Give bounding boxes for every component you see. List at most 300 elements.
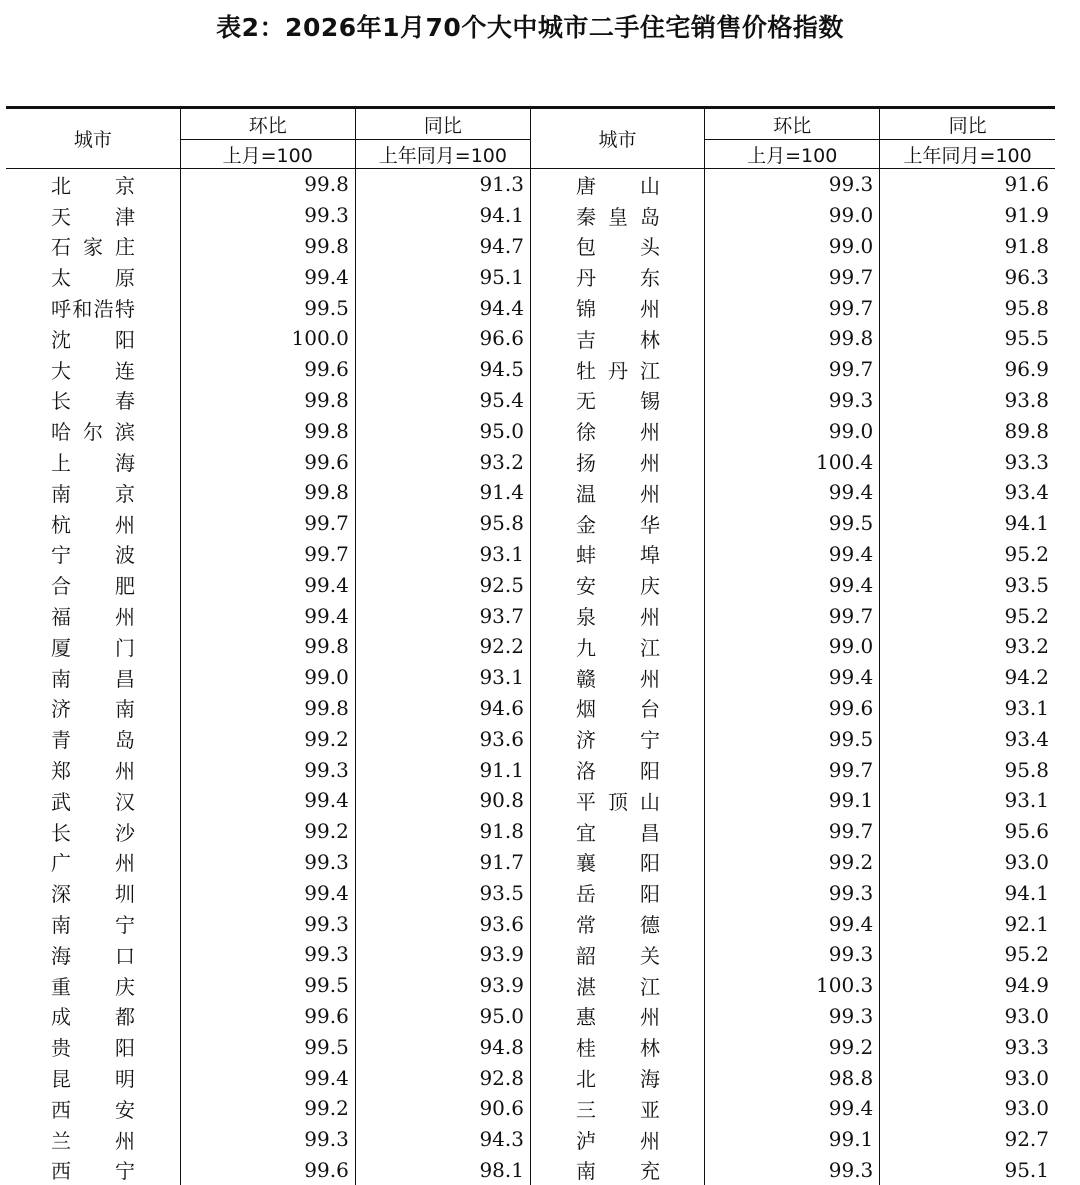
mom-index-cell: 99.3 — [180, 939, 355, 970]
city-name: 宁波 — [51, 539, 135, 568]
mom-index-cell: 99.3 — [180, 908, 355, 939]
yoy-index-cell: 93.5 — [880, 569, 1055, 600]
yoy-index-cell: 93.1 — [355, 662, 530, 693]
city-name: 宜昌 — [576, 817, 660, 846]
city-name-cell — [530, 600, 704, 631]
table-row — [6, 877, 1055, 908]
city-name-cell — [6, 569, 180, 600]
mom-index-cell: 99.8 — [180, 231, 355, 262]
city-name: 岳阳 — [576, 878, 660, 907]
city-name: 海口 — [51, 940, 135, 969]
city-name: 福州 — [51, 601, 135, 630]
yoy-index-cell: 93.9 — [355, 939, 530, 970]
yoy-index-cell: 94.6 — [355, 693, 530, 724]
table-row — [6, 754, 1055, 785]
yoy-index-cell: 95.6 — [880, 816, 1055, 847]
yoy-index-cell: 93.0 — [880, 1062, 1055, 1093]
mom-index-cell: 99.6 — [180, 1155, 355, 1185]
yoy-index-cell: 92.7 — [880, 1124, 1055, 1155]
mom-index-cell: 99.7 — [180, 508, 355, 539]
city-name: 长春 — [51, 385, 135, 414]
city-name-cell — [530, 508, 704, 539]
city-name: 锦州 — [576, 293, 660, 322]
mom-index-cell: 99.7 — [705, 600, 880, 631]
table-row — [6, 200, 1055, 231]
city-name-cell — [530, 169, 704, 200]
mom-index-cell: 99.0 — [705, 415, 880, 446]
yoy-index-cell: 90.8 — [355, 785, 530, 816]
mom-index-cell: 99.7 — [705, 354, 880, 385]
mom-index-cell: 99.0 — [705, 631, 880, 662]
city-name-cell — [530, 569, 704, 600]
city-name: 泸州 — [576, 1125, 660, 1154]
yoy-index-cell: 93.6 — [355, 908, 530, 939]
mom-index-cell: 99.6 — [705, 693, 880, 724]
table-row — [6, 169, 1055, 200]
table-row — [6, 970, 1055, 1001]
city-name: 惠州 — [576, 1001, 660, 1030]
mom-index-cell: 99.4 — [705, 539, 880, 570]
city-name-cell — [530, 693, 704, 724]
city-name-cell — [6, 231, 180, 262]
yoy-index-cell: 95.2 — [880, 539, 1055, 570]
mom-index-cell: 99.4 — [180, 600, 355, 631]
mom-index-cell: 99.7 — [705, 261, 880, 292]
mom-index-cell: 99.3 — [180, 847, 355, 878]
yoy-base-header: 上年同月=100 — [355, 140, 530, 169]
city-name: 无锡 — [576, 385, 660, 414]
city-name-cell — [530, 939, 704, 970]
city-name: 秦皇岛 — [576, 201, 660, 230]
yoy-index-cell: 93.8 — [880, 385, 1055, 416]
mom-index-cell: 99.4 — [705, 662, 880, 693]
table-row — [6, 569, 1055, 600]
city-name-cell — [6, 693, 180, 724]
city-name: 太原 — [51, 262, 135, 291]
mom-index-cell: 99.7 — [180, 539, 355, 570]
city-name-cell — [6, 323, 180, 354]
table-row — [6, 1001, 1055, 1032]
city-name-cell — [530, 385, 704, 416]
city-name-cell — [530, 1031, 704, 1062]
table-row — [6, 631, 1055, 662]
city-name-cell — [6, 754, 180, 785]
mom-index-cell: 99.0 — [705, 231, 880, 262]
table-header — [6, 108, 1055, 169]
city-name-cell — [530, 1062, 704, 1093]
city-name: 安庆 — [576, 570, 660, 599]
table-row — [6, 323, 1055, 354]
city-name-cell — [6, 970, 180, 1001]
yoy-index-cell: 93.0 — [880, 1001, 1055, 1032]
city-name: 贵阳 — [51, 1032, 135, 1061]
yoy-index-cell: 93.1 — [880, 785, 1055, 816]
city-name: 杭州 — [51, 509, 135, 538]
table-row — [6, 261, 1055, 292]
city-name: 济南 — [51, 693, 135, 722]
yoy-base-header: 上年同月=100 — [880, 140, 1055, 169]
city-name-cell — [6, 261, 180, 292]
mom-index-cell: 99.4 — [705, 908, 880, 939]
city-name-cell — [6, 877, 180, 908]
mom-index-cell: 99.4 — [180, 785, 355, 816]
table-row — [6, 385, 1055, 416]
city-name-cell — [530, 970, 704, 1001]
city-name: 兰州 — [51, 1125, 135, 1154]
yoy-index-cell: 91.1 — [355, 754, 530, 785]
yoy-index-cell: 92.5 — [355, 569, 530, 600]
city-name: 西安 — [51, 1094, 135, 1123]
yoy-index-cell: 95.8 — [355, 508, 530, 539]
city-name-cell — [530, 539, 704, 570]
mom-index-cell: 99.7 — [705, 292, 880, 323]
mom-index-cell: 99.8 — [705, 323, 880, 354]
city-name: 北海 — [576, 1063, 660, 1092]
city-name-cell — [530, 323, 704, 354]
yoy-index-cell: 94.8 — [355, 1031, 530, 1062]
city-name-cell — [530, 446, 704, 477]
city-name: 包头 — [576, 231, 660, 260]
table-row — [6, 847, 1055, 878]
yoy-index-cell: 93.4 — [880, 723, 1055, 754]
yoy-index-cell: 94.4 — [355, 292, 530, 323]
city-name: 丹东 — [576, 262, 660, 291]
mom-index-cell: 99.3 — [705, 169, 880, 200]
mom-index-cell: 100.3 — [705, 970, 880, 1001]
city-name: 石家庄 — [51, 231, 135, 260]
city-name-cell — [6, 1093, 180, 1124]
city-name: 平顶山 — [576, 786, 660, 815]
mom-index-cell: 99.8 — [180, 385, 355, 416]
yoy-index-cell: 95.2 — [880, 939, 1055, 970]
city-name-cell — [530, 1001, 704, 1032]
city-name: 长沙 — [51, 817, 135, 846]
yoy-index-cell: 92.2 — [355, 631, 530, 662]
mom-index-cell: 98.8 — [705, 1062, 880, 1093]
city-name-cell — [530, 631, 704, 662]
mom-index-cell: 99.5 — [705, 508, 880, 539]
city-name-cell — [530, 754, 704, 785]
yoy-index-cell: 93.0 — [880, 847, 1055, 878]
yoy-index-cell: 95.8 — [880, 754, 1055, 785]
yoy-index-cell: 93.6 — [355, 723, 530, 754]
mom-index-cell: 99.6 — [180, 446, 355, 477]
mom-index-cell: 99.6 — [180, 354, 355, 385]
city-name-cell — [6, 477, 180, 508]
yoy-index-cell: 91.7 — [355, 847, 530, 878]
city-name-cell — [530, 415, 704, 446]
city-name-cell — [6, 354, 180, 385]
mom-index-cell: 99.4 — [180, 569, 355, 600]
city-name: 南宁 — [51, 909, 135, 938]
mom-index-cell: 99.3 — [180, 1124, 355, 1155]
mom-index-cell: 99.2 — [705, 847, 880, 878]
mom-index-cell: 99.5 — [180, 970, 355, 1001]
table-row — [6, 508, 1055, 539]
city-name-cell — [530, 200, 704, 231]
mom-index-cell: 99.8 — [180, 415, 355, 446]
city-name: 泉州 — [576, 601, 660, 630]
city-name-cell — [530, 877, 704, 908]
city-name-cell — [530, 231, 704, 262]
city-name-cell — [6, 1155, 180, 1185]
table-row — [6, 1155, 1055, 1185]
mom-base-header: 上月=100 — [180, 140, 355, 169]
yoy-index-cell: 94.5 — [355, 354, 530, 385]
city-name-cell — [6, 415, 180, 446]
city-name: 西宁 — [51, 1155, 135, 1184]
mom-index-cell: 99.7 — [705, 754, 880, 785]
city-name: 温州 — [576, 478, 660, 507]
mom-base-header: 上月=100 — [705, 140, 880, 169]
city-name-cell — [6, 847, 180, 878]
city-name-cell — [6, 600, 180, 631]
city-name-cell — [6, 662, 180, 693]
yoy-index-cell: 96.3 — [880, 261, 1055, 292]
city-name-cell — [530, 1093, 704, 1124]
mom-index-cell: 99.3 — [180, 200, 355, 231]
mom-index-cell: 99.5 — [180, 292, 355, 323]
city-name: 烟台 — [576, 693, 660, 722]
city-name: 大连 — [51, 355, 135, 384]
city-name-cell — [6, 292, 180, 323]
city-name: 湛江 — [576, 971, 660, 1000]
table-row — [6, 1062, 1055, 1093]
city-name: 蚌埠 — [576, 539, 660, 568]
city-name: 济宁 — [576, 724, 660, 753]
table-row — [6, 1031, 1055, 1062]
mom-index-cell: 99.4 — [180, 261, 355, 292]
city-name-cell — [6, 631, 180, 662]
mom-column-header: 环比 — [705, 108, 880, 140]
city-name: 呼和浩特 — [51, 293, 135, 322]
mom-index-cell: 99.4 — [180, 1062, 355, 1093]
yoy-index-cell: 95.5 — [880, 323, 1055, 354]
yoy-index-cell: 94.1 — [880, 508, 1055, 539]
mom-index-cell: 99.3 — [705, 939, 880, 970]
yoy-column-header: 同比 — [355, 108, 530, 140]
table-row — [6, 785, 1055, 816]
yoy-index-cell: 90.6 — [355, 1093, 530, 1124]
table-row — [6, 1093, 1055, 1124]
mom-index-cell: 99.5 — [180, 1031, 355, 1062]
city-name: 合肥 — [51, 570, 135, 599]
city-name-cell — [530, 816, 704, 847]
mom-index-cell: 99.3 — [180, 754, 355, 785]
mom-index-cell: 99.6 — [180, 1001, 355, 1032]
city-name: 天津 — [51, 201, 135, 230]
yoy-index-cell: 91.6 — [880, 169, 1055, 200]
city-name: 常德 — [576, 909, 660, 938]
mom-index-cell: 99.3 — [705, 1001, 880, 1032]
city-name: 徐州 — [576, 416, 660, 445]
table-row — [6, 723, 1055, 754]
city-name-cell — [6, 385, 180, 416]
city-name-cell — [6, 723, 180, 754]
yoy-index-cell: 92.8 — [355, 1062, 530, 1093]
yoy-index-cell: 93.3 — [880, 446, 1055, 477]
city-name: 昆明 — [51, 1063, 135, 1092]
yoy-index-cell: 95.2 — [880, 600, 1055, 631]
city-name-cell — [6, 908, 180, 939]
city-name: 哈尔滨 — [51, 416, 135, 445]
city-name-cell — [6, 1124, 180, 1155]
city-name-cell — [530, 477, 704, 508]
city-name-cell — [6, 1001, 180, 1032]
yoy-index-cell: 98.1 — [355, 1155, 530, 1185]
city-name: 韶关 — [576, 940, 660, 969]
yoy-index-cell: 94.1 — [355, 200, 530, 231]
mom-index-cell: 99.2 — [180, 723, 355, 754]
mom-index-cell: 99.3 — [705, 877, 880, 908]
yoy-index-cell: 96.6 — [355, 323, 530, 354]
price-index-table — [6, 106, 1055, 1185]
yoy-index-cell: 93.9 — [355, 970, 530, 1001]
city-name: 成都 — [51, 1001, 135, 1030]
mom-index-cell: 99.3 — [705, 385, 880, 416]
mom-index-cell: 99.7 — [705, 816, 880, 847]
city-name-cell — [6, 1031, 180, 1062]
mom-index-cell: 99.8 — [180, 169, 355, 200]
table-row — [6, 908, 1055, 939]
city-name: 郑州 — [51, 755, 135, 784]
mom-index-cell: 99.4 — [705, 569, 880, 600]
table-row — [6, 600, 1055, 631]
city-name-cell — [6, 169, 180, 200]
yoy-index-cell: 93.4 — [880, 477, 1055, 508]
table-row — [6, 446, 1055, 477]
mom-index-cell: 99.1 — [705, 785, 880, 816]
yoy-index-cell: 91.9 — [880, 200, 1055, 231]
yoy-index-cell: 95.8 — [880, 292, 1055, 323]
city-name: 三亚 — [576, 1094, 660, 1123]
mom-index-cell: 100.4 — [705, 446, 880, 477]
city-name: 深圳 — [51, 878, 135, 907]
city-name-cell — [6, 200, 180, 231]
yoy-column-header: 同比 — [880, 108, 1055, 140]
page-title: 表2：2026年1月70个大中城市二手住宅销售价格指数 — [0, 8, 1060, 48]
city-name: 洛阳 — [576, 755, 660, 784]
table-row — [6, 662, 1055, 693]
city-name: 九江 — [576, 632, 660, 661]
yoy-index-cell: 91.3 — [355, 169, 530, 200]
city-name: 沈阳 — [51, 324, 135, 353]
yoy-index-cell: 91.8 — [355, 816, 530, 847]
mom-index-cell: 99.3 — [705, 1155, 880, 1185]
city-name: 南京 — [51, 478, 135, 507]
city-name-cell — [6, 446, 180, 477]
yoy-index-cell: 93.3 — [880, 1031, 1055, 1062]
city-name-cell — [530, 847, 704, 878]
yoy-index-cell: 94.1 — [880, 877, 1055, 908]
yoy-index-cell: 94.9 — [880, 970, 1055, 1001]
city-name-cell — [6, 508, 180, 539]
city-name-cell — [530, 662, 704, 693]
city-name-cell — [530, 785, 704, 816]
mom-index-cell: 99.0 — [180, 662, 355, 693]
mom-index-cell: 100.0 — [180, 323, 355, 354]
yoy-index-cell: 93.7 — [355, 600, 530, 631]
city-name-cell — [6, 785, 180, 816]
table-row — [6, 415, 1055, 446]
city-name-cell — [530, 354, 704, 385]
table-row — [6, 939, 1055, 970]
table-row — [6, 693, 1055, 724]
yoy-index-cell: 92.1 — [880, 908, 1055, 939]
city-name: 襄阳 — [576, 847, 660, 876]
yoy-index-cell: 94.7 — [355, 231, 530, 262]
yoy-index-cell: 96.9 — [880, 354, 1055, 385]
yoy-index-cell: 93.2 — [355, 446, 530, 477]
yoy-index-cell: 95.0 — [355, 1001, 530, 1032]
city-name: 青岛 — [51, 724, 135, 753]
table-row — [6, 816, 1055, 847]
mom-index-cell: 99.8 — [180, 477, 355, 508]
city-column-header: 城市 — [530, 108, 704, 169]
city-name: 重庆 — [51, 971, 135, 1000]
city-name: 唐山 — [576, 170, 660, 199]
city-name: 赣州 — [576, 663, 660, 692]
yoy-index-cell: 89.8 — [880, 415, 1055, 446]
yoy-index-cell: 93.1 — [880, 693, 1055, 724]
yoy-index-cell: 93.5 — [355, 877, 530, 908]
mom-index-cell: 99.5 — [705, 723, 880, 754]
mom-index-cell: 99.2 — [705, 1031, 880, 1062]
city-name: 广州 — [51, 847, 135, 876]
yoy-index-cell: 95.1 — [355, 261, 530, 292]
city-name: 南昌 — [51, 663, 135, 692]
city-name: 北京 — [51, 170, 135, 199]
mom-index-cell: 99.8 — [180, 631, 355, 662]
yoy-index-cell: 94.2 — [880, 662, 1055, 693]
yoy-index-cell: 91.8 — [880, 231, 1055, 262]
table-row — [6, 539, 1055, 570]
yoy-index-cell: 93.0 — [880, 1093, 1055, 1124]
yoy-index-cell: 95.1 — [880, 1155, 1055, 1185]
yoy-index-cell: 93.2 — [880, 631, 1055, 662]
yoy-index-cell: 91.4 — [355, 477, 530, 508]
mom-index-cell: 99.0 — [705, 200, 880, 231]
yoy-index-cell: 95.4 — [355, 385, 530, 416]
city-column-header: 城市 — [6, 108, 180, 169]
price-index-table-container — [6, 106, 1055, 1185]
city-name: 武汉 — [51, 786, 135, 815]
city-name-cell — [6, 539, 180, 570]
yoy-index-cell: 93.1 — [355, 539, 530, 570]
table-row — [6, 1124, 1055, 1155]
city-name: 桂林 — [576, 1032, 660, 1061]
city-name: 扬州 — [576, 447, 660, 476]
city-name: 吉林 — [576, 324, 660, 353]
city-name-cell — [530, 292, 704, 323]
mom-column-header: 环比 — [180, 108, 355, 140]
city-name: 南充 — [576, 1155, 660, 1184]
city-name-cell — [6, 816, 180, 847]
table-row — [6, 354, 1055, 385]
mom-index-cell: 99.4 — [180, 877, 355, 908]
mom-index-cell: 99.8 — [180, 693, 355, 724]
city-name-cell — [530, 1155, 704, 1185]
city-name-cell — [6, 939, 180, 970]
mom-index-cell: 99.4 — [705, 1093, 880, 1124]
mom-index-cell: 99.4 — [705, 477, 880, 508]
mom-index-cell: 99.2 — [180, 1093, 355, 1124]
city-name-cell — [530, 1124, 704, 1155]
mom-index-cell: 99.2 — [180, 816, 355, 847]
table-body — [6, 169, 1055, 1185]
yoy-index-cell: 94.3 — [355, 1124, 530, 1155]
city-name: 金华 — [576, 509, 660, 538]
